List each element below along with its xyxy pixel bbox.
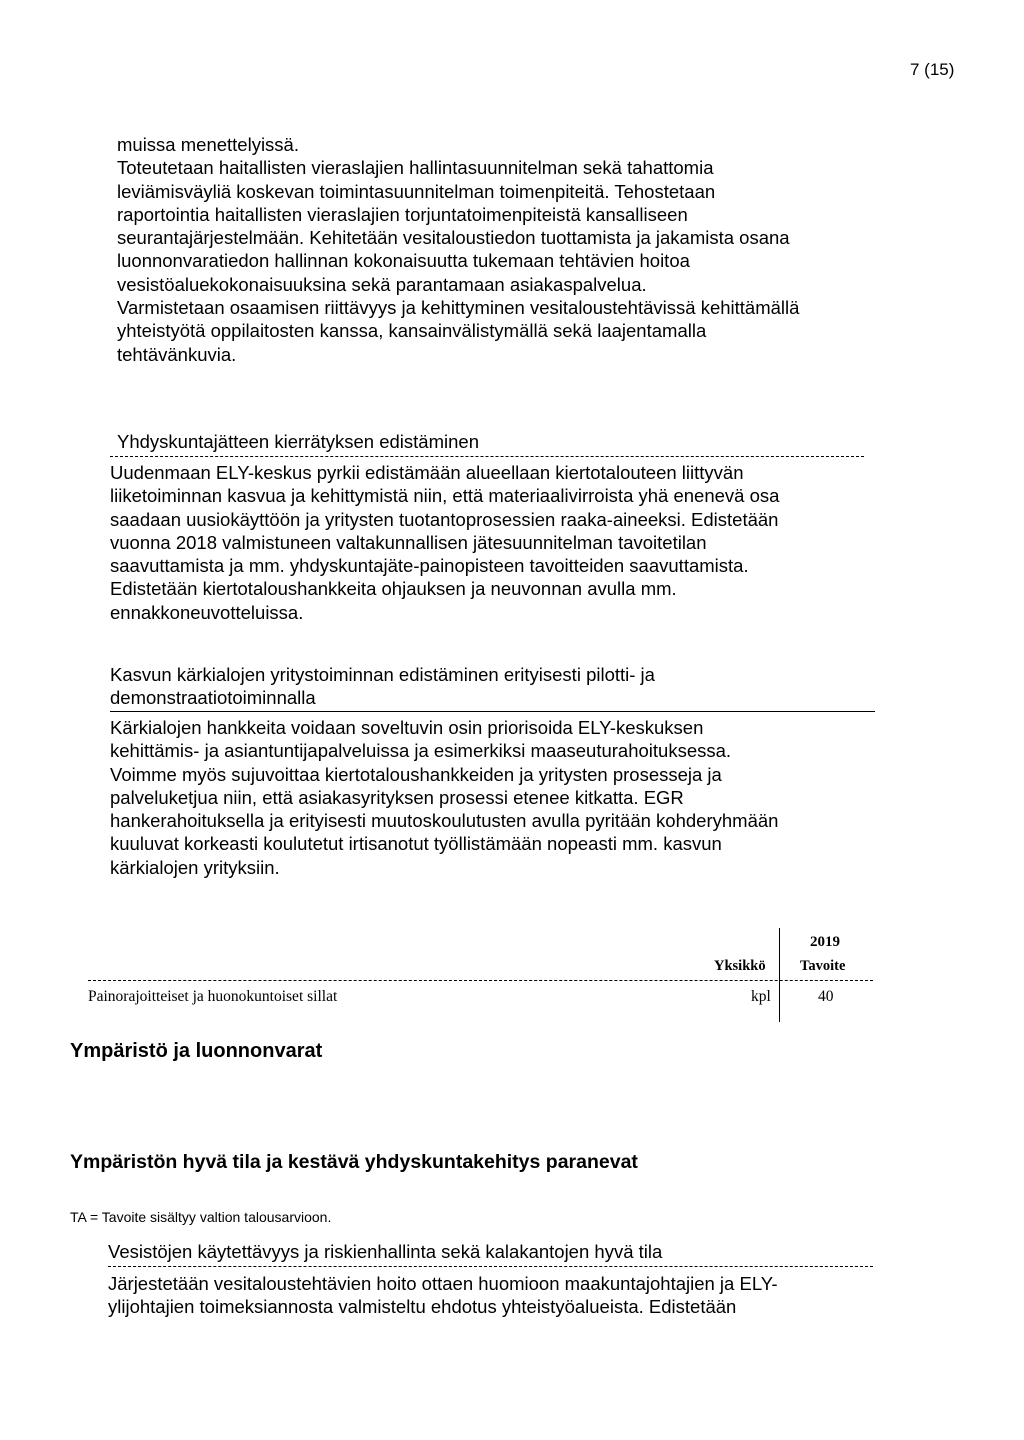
section-heading: Vesistöjen käytettävyys ja riskienhallinta sekä kalakantojen hyvä tila — [108, 1241, 663, 1262]
text-line: luonnonvaratiedon hallinnan kokonaisuutta tukemaan tehtävien hoitoa — [117, 250, 690, 272]
text-line: Kärkialojen hankkeita voidaan soveltuvin osin priorisoida ELY-keskuksen — [110, 717, 704, 738]
table-year-header: 2019 — [810, 934, 840, 950]
table-unit-header: Yksikkö — [714, 958, 766, 974]
section-rule — [108, 1266, 873, 1267]
text-line: raportointia haitallisten vieraslajien torjuntatoimenpiteistä kansalliseen — [117, 203, 688, 225]
text-line: saavuttamista ja mm. yhdyskuntajäte-painopisteen tavoitteiden saavuttamista. — [110, 555, 749, 577]
section-rule — [110, 456, 864, 457]
text-line: ylijohtajien toimeksiannosta valmisteltu ehdotus yhteistyöalueista. Edistetään — [108, 1296, 737, 1318]
ta-note: TA = Tavoite sisältyy valtion talousarvioon. — [70, 1209, 332, 1225]
section-heading — [110, 663, 655, 710]
table-column-divider — [779, 928, 780, 1022]
goal-heading: Ympäristön hyvä tila ja kestävä yhdyskuntakehitys paranevat — [70, 1151, 638, 1173]
text-line: Toteutetaan haitallisten vieraslajien hallintasuunnitelman sekä tahattomia — [117, 157, 714, 179]
section-rule — [110, 711, 875, 712]
text-line: palveluketjua niin, että asiakasyrityksen prosessi etenee kitkatta. EGR — [110, 786, 684, 808]
text-line: muissa menettelyissä. — [117, 134, 299, 155]
section-heading: Yhdyskuntajätteen kierrätyksen edistäminen — [117, 431, 479, 452]
text-line: Edistetään kiertotaloushankkeita ohjauksen ja neuvonnan avulla mm. — [110, 578, 677, 600]
text-line: liiketoiminnan kasvua ja kehittymistä niin, että materiaalivirroista yhä enenevä osa — [110, 485, 780, 507]
text-line: kärkialojen yrityksiin. — [110, 856, 280, 878]
table-row-label: Painorajoitteiset ja huonokuntoiset sillat — [88, 988, 338, 1005]
table-row-target: 40 — [818, 988, 834, 1005]
text-line: Järjestetään vesitaloustehtävien hoito ottaen huomioon maakuntajohtajien ja ELY- — [108, 1273, 778, 1294]
text-line: Uudenmaan ELY-keskus pyrkii edistämään alueellaan kiertotalouteen liittyvän — [110, 462, 744, 483]
text-line: vuonna 2018 valmistuneen valtakunnallisen jätesuunnitelman tavoitetilan — [110, 531, 707, 553]
text-line: hankerahoituksella ja erityisesti muutoskoulutusten avulla pyritään kohderyhmään — [110, 810, 779, 832]
text-line: saadaan uusiokäyttöön ja yritysten tuotantoprosessien raaka-aineeksi. Edistetään — [110, 508, 779, 530]
environment-heading: Ympäristö ja luonnonvarat — [70, 1040, 323, 1062]
table-header-rule — [88, 980, 873, 981]
text-line: tehtävänkuvia. — [117, 343, 237, 365]
page-number: 7 (15) — [910, 60, 955, 79]
text-line: vesistöaluekokonaisuuksina sekä parantamaan asiakaspalvelua. — [117, 273, 647, 295]
text-line: Varmistetaan osaamisen riittävyys ja kehittyminen vesitaloustehtävissä kehittämällä — [117, 297, 800, 319]
heading-line: demonstraatiotoiminnalla — [110, 687, 316, 709]
section-paragraph — [110, 716, 778, 879]
heading-line: Kasvun kärkialojen yritystoiminnan edistäminen erityisesti pilotti- ja — [110, 664, 655, 685]
section-paragraph — [110, 461, 779, 624]
text-line: Voimme myös sujuvoittaa kiertotaloushankkeiden ja yritysten prosesseja ja — [110, 763, 722, 785]
intro-paragraph — [117, 133, 799, 366]
text-line: seurantajärjestelmään. Kehitetään vesitaloustiedon tuottamista ja jakamista osana — [117, 227, 790, 249]
table-target-header: Tavoite — [800, 958, 846, 974]
text-line: leviämisväyliä koskevan toimintasuunnitelman toimenpiteitä. Tehostetaan — [117, 180, 716, 202]
section-paragraph — [108, 1272, 778, 1319]
text-line: kehittämis- ja asiantuntijapalveluissa ja esimerkiksi maaseuturahoituksessa. — [110, 740, 732, 762]
text-line: ennakkoneuvotteluissa. — [110, 601, 304, 623]
text-line: yhteistyötä oppilaitosten kanssa, kansainvälistymällä sekä laajentamalla — [117, 320, 707, 342]
table-row-unit: kpl — [751, 988, 771, 1005]
text-line: kuuluvat korkeasti koulutetut irtisanotut työllistämään nopeasti mm. kasvun — [110, 833, 722, 855]
